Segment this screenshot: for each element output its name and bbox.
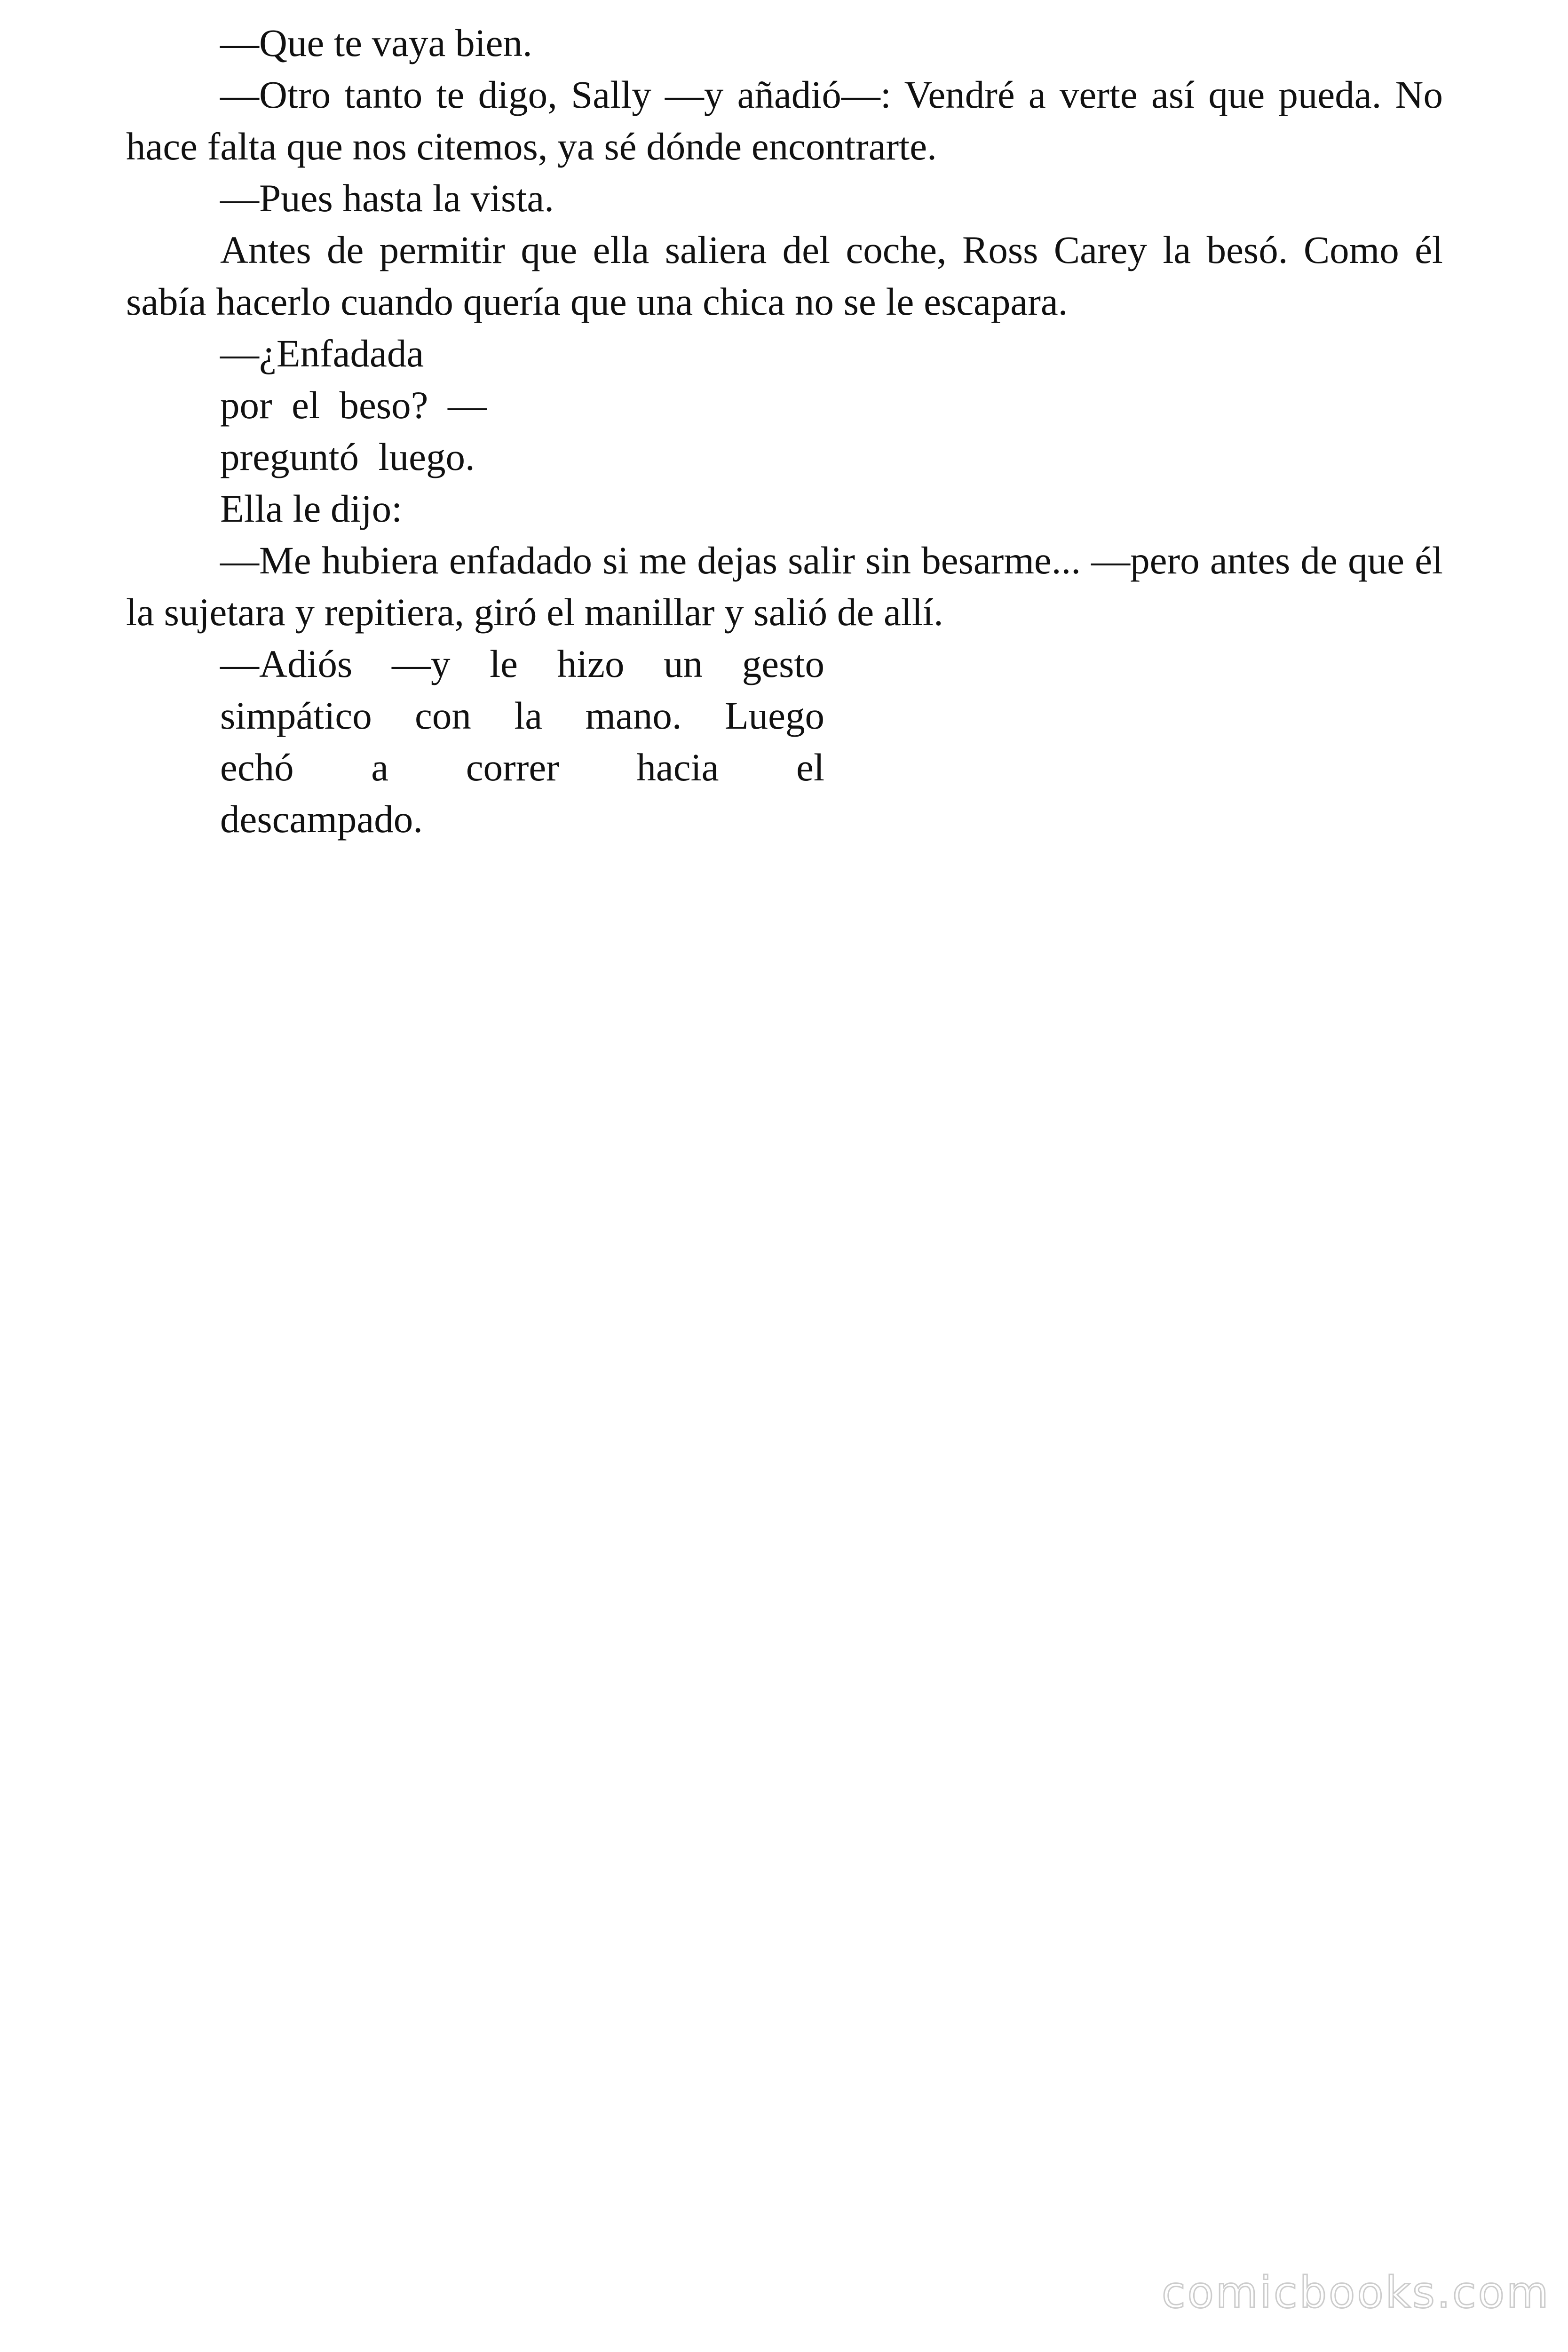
- paragraph: Ella le dijo:: [220, 487, 403, 530]
- paragraph: Antes de permitir que ella saliera del coche, Ross Carey la besó. Como él sabía hacerlo cuando quería que una chica no se le escapara.: [126, 228, 1443, 323]
- paragraph-line: —Adiós —y le hizo un gesto: [220, 642, 824, 685]
- paragraph-line: —¿Enfadada: [220, 332, 424, 375]
- paragraph-line: descampado.: [220, 797, 423, 841]
- paragraph: —Otro tanto te digo, Sally —y añadió—: Vendré a verte así que pueda. No hace falta que nos citemos, ya sé dónde encontrarte.: [126, 73, 1443, 168]
- paragraph-line: simpático con la mano. Luego: [220, 694, 824, 737]
- paragraph: —Que te vaya bien.: [220, 21, 532, 64]
- paragraph-line: preguntó luego.: [220, 435, 475, 478]
- watermark: comicbooks.com: [1162, 2267, 1551, 2318]
- paragraph-line: echó a correr hacia el: [220, 746, 824, 789]
- body-text: [126, 17, 1443, 845]
- paragraph-line: por el beso? —: [220, 383, 487, 427]
- paragraph: —Me hubiera enfadado si me dejas salir sin besarme... —pero antes de que él la sujetara y repitiera, giró el manillar y salió de allí.: [126, 539, 1443, 634]
- paragraph: —Pues hasta la vista.: [220, 176, 554, 220]
